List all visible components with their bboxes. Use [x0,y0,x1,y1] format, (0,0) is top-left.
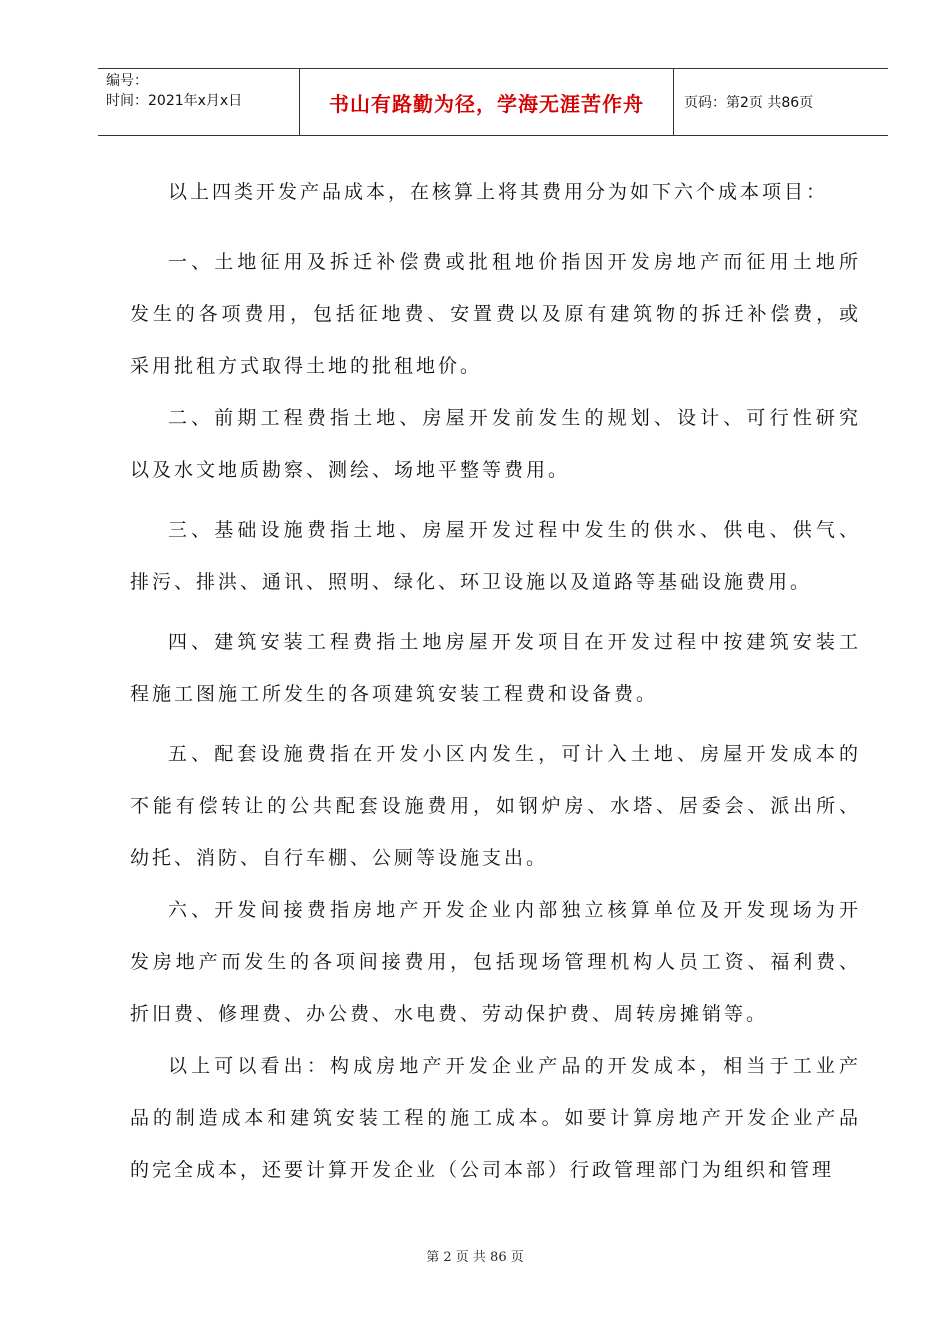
paragraph-line: 幼托、消防、自行车棚、公厕等设施支出。 [130,847,549,869]
page-footer: 第 2 页 共 86 页 [426,1250,524,1265]
paragraph-line: 以上可以看出：构成房地产开发企业产品的开发成本，相当于工业产 [168,1055,858,1077]
header-motto-cell [300,69,674,135]
paragraph-line: 五、配套设施费指在开发小区内发生，可计入土地、房屋开发成本的 [168,743,858,765]
header-motto: 书山有路勤为径，学海无涯苦作舟 [329,91,644,116]
paragraph-line: 三、基础设施费指土地、房屋开发过程中发生的供水、供电、供气、 [168,519,858,541]
document-time-label: 时间：2021年x月x日 [106,93,243,109]
paragraph-line: 四、建筑安装工程费指土地房屋开发项目在开发过程中按建筑安装工 [168,631,858,653]
header-page-info: 页码：第2页 共86页 [684,95,814,111]
paragraph-line: 不能有偿转让的公共配套设施费用，如钢炉房、水塔、居委会、派出所、 [130,795,858,817]
paragraph-line: 二、前期工程费指土地、房屋开发前发生的规划、设计、可行性研究 [168,407,858,429]
paragraph-line: 发生的各项费用，包括征地费、安置费以及原有建筑物的拆迁补偿费，或 [130,303,858,325]
header-page-cell [674,69,888,135]
paragraph-line: 以上四类开发产品成本，在核算上将其费用分为如下六个成本项目： [168,181,829,203]
paragraph-line: 折旧费、修理费、办公费、水电费、劳动保护费、周转房摊销等。 [130,1003,769,1025]
paragraph-line: 发房地产而发生的各项间接费用，包括现场管理机构人员工资、福利费、 [130,951,858,973]
paragraph-line: 六、开发间接费指房地产开发企业内部独立核算单位及开发现场为开 [168,899,858,921]
page-header [98,68,888,136]
paragraph-line: 的完全成本，还要计算开发企业（公司本部）行政管理部门为组织和管理 [130,1159,835,1181]
paragraph-line: 排污、排洪、通讯、照明、绿化、环卫设施以及道路等基础设施费用。 [130,571,813,593]
header-meta-cell [98,69,300,135]
paragraph-line: 一、土地征用及拆迁补偿费或批租地价指因开发房地产而征用土地所 [168,251,858,273]
paragraph-line: 以及水文地质勘察、测绘、场地平整等费用。 [130,459,571,481]
paragraph-line: 品的制造成本和建筑安装工程的施工成本。如要计算房地产开发企业产品 [130,1107,858,1129]
paragraph-line: 程施工图施工所发生的各项建筑安装工程费和设备费。 [130,683,659,705]
document-number-label: 编号： [106,73,148,89]
paragraph-line: 采用批租方式取得土地的批租地价。 [130,355,483,377]
